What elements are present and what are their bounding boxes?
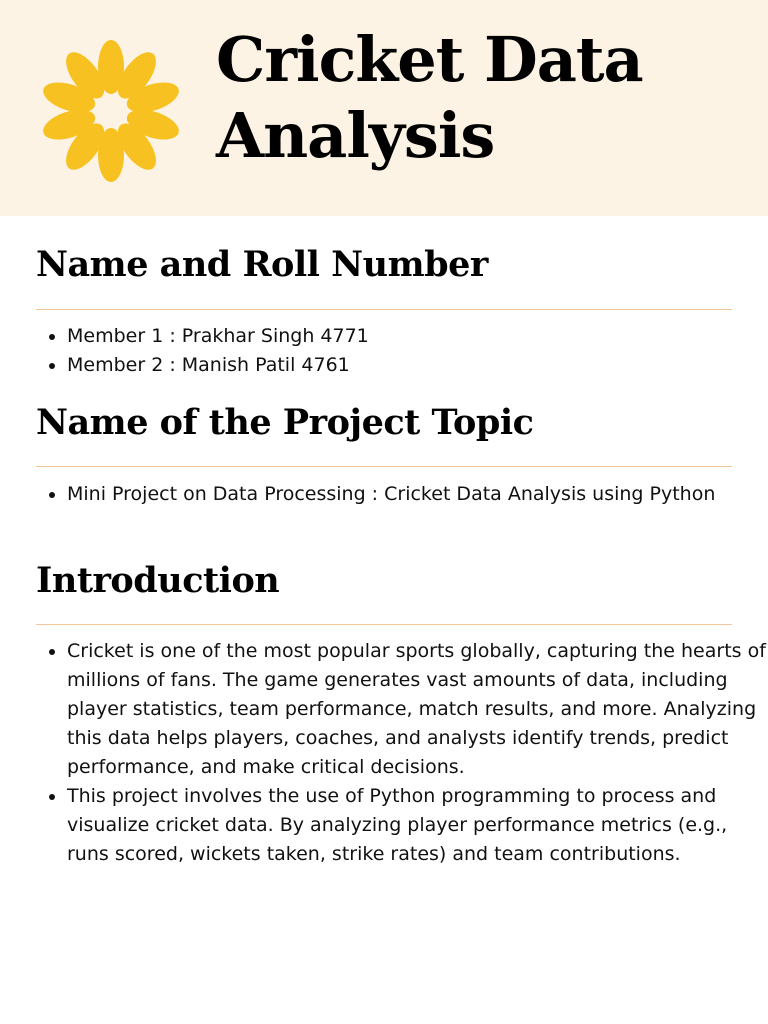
- list-item: • This project involves the use of Python programming to process and visualize cricket data. By analyzing player performance metrics (e.g., runs scored, wickets taken, strike rates) and team contributions.: [67, 782, 767, 869]
- list-item: • Member 2 : Manish Patil 4761: [67, 351, 767, 380]
- list-item: • Cricket is one of the most popular sports globally, capturing the hearts of millions of fans. The game generates vast amounts of data, including player statistics, team performance, match results, and more. Analyzing this data helps players, coaches, and analysts identify trends, predict performance, and make critical decisions.: [67, 637, 767, 782]
- header-banner: [0, 0, 768, 216]
- section-divider: [36, 624, 732, 625]
- topic-list: [36, 480, 767, 509]
- section-heading-introduction: Introduction: [36, 560, 280, 601]
- section-divider: [36, 309, 732, 310]
- section-heading-project-topic: Name of the Project Topic: [36, 402, 534, 443]
- list-item: • Member 1 : Prakhar Singh 4771: [67, 322, 767, 351]
- section-divider: [36, 466, 732, 467]
- flower-icon: [38, 38, 184, 184]
- page-title: Cricket Data Analysis: [216, 23, 643, 172]
- list-item: • Mini Project on Data Processing : Cricket Data Analysis using Python: [67, 480, 767, 509]
- member-list: [36, 322, 767, 380]
- section-heading-name-roll: Name and Roll Number: [36, 244, 488, 285]
- introduction-list: [36, 637, 767, 869]
